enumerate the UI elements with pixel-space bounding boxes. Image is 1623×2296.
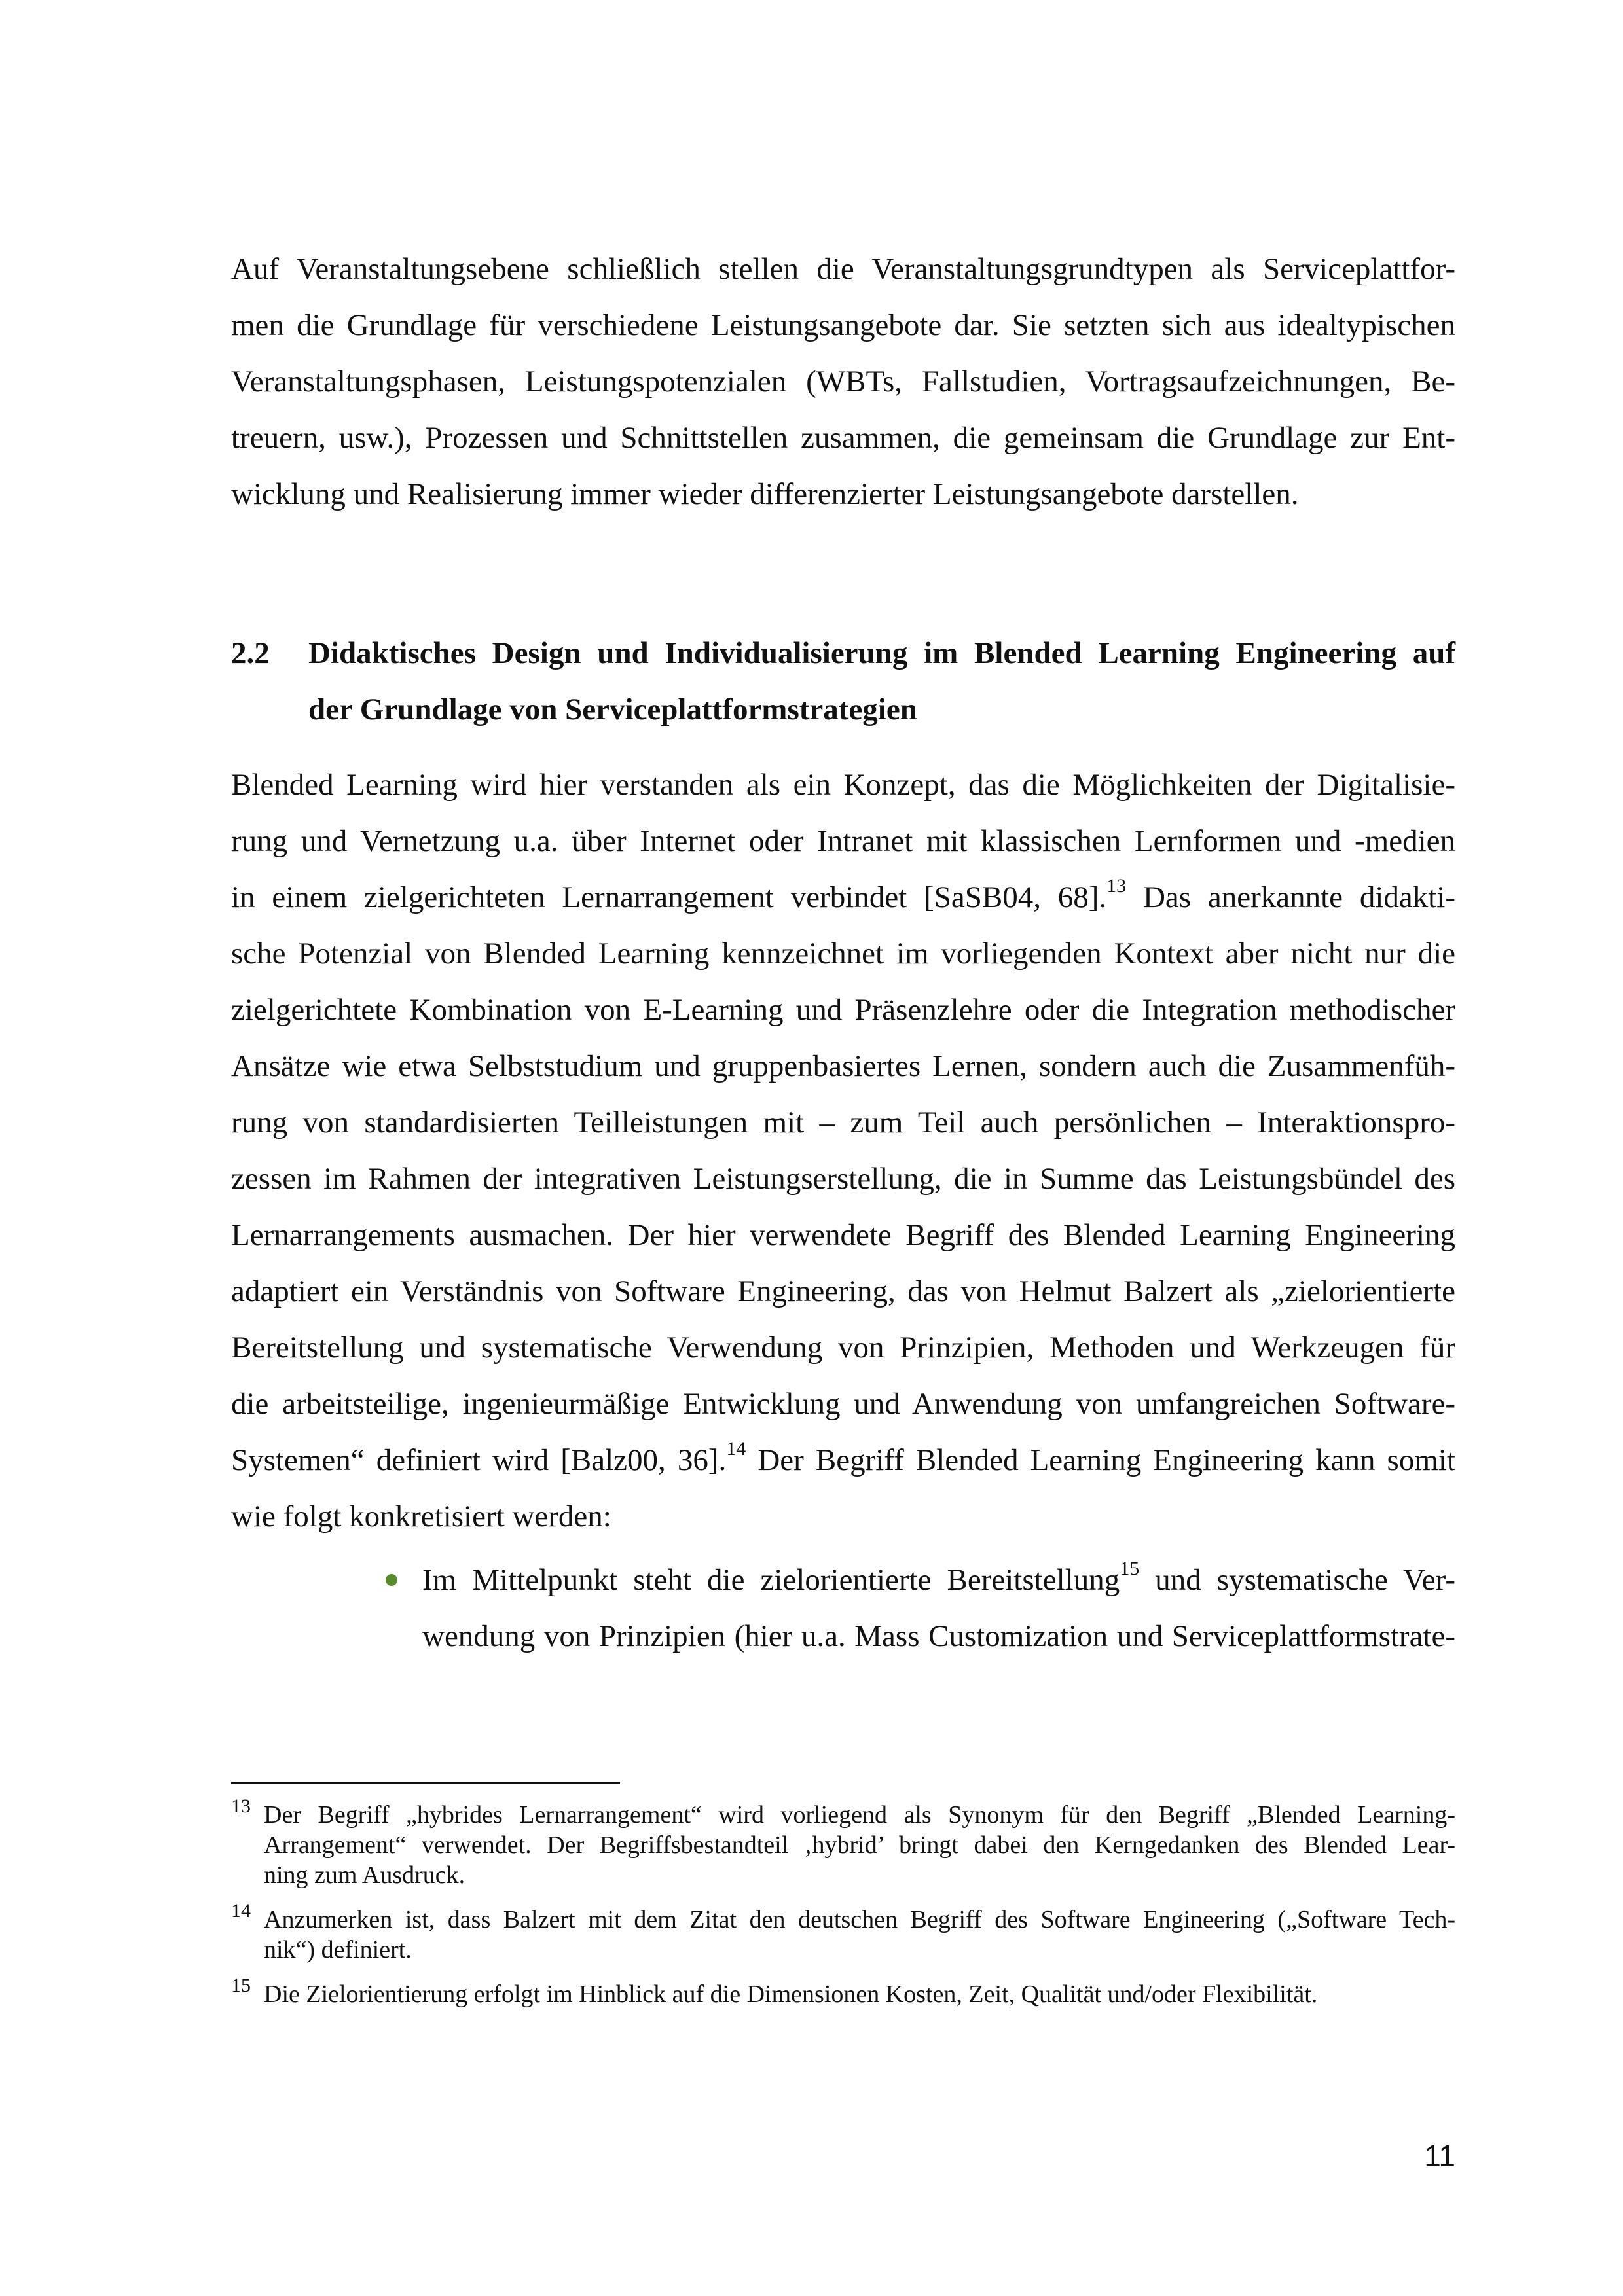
- footnote-line: ning zum Ausdruck.: [264, 1861, 465, 1889]
- footnote-number: 14: [231, 1900, 251, 1922]
- paragraph-veranstaltungsebene: [231, 241, 1455, 522]
- bullet-line: wendung von Prinzipien (hier u.a. Mass Customization und Serviceplattformstrate-: [422, 1619, 1455, 1653]
- paragraph-line: treuern, usw.), Prozessen und Schnittstellen zusammen, die gemeinsam die Grundlage zur Ent-: [231, 421, 1455, 455]
- paragraph-line: men die Grundlage für verschiedene Leistungsangebote dar. Sie setzten sich aus idealtypischen: [231, 308, 1455, 342]
- footnotes: [231, 1795, 1455, 2024]
- section-title: [308, 625, 1455, 738]
- paragraph-line: wie folgt konkretisiert werden:: [231, 1499, 611, 1534]
- footnote-number: 13: [231, 1795, 251, 1817]
- bullet-list-item: [422, 1552, 1455, 1664]
- text-segment: Der Begriff Blended Learning Engineering kann somit: [746, 1443, 1455, 1477]
- footnote-body: [264, 1800, 1455, 1890]
- paragraph-line: zessen im Rahmen der integrativen Leistungserstellung, die in Summe das Leistungsbündel des: [231, 1162, 1455, 1196]
- paragraph-blended-learning: [231, 757, 1455, 1545]
- paragraph-line: sche Potenzial von Blended Learning kennzeichnet im vorliegenden Kontext aber nicht nur die: [231, 937, 1455, 971]
- paragraph-line: adaptiert ein Verständnis von Software Engineering, das von Helmut Balzert als „zielorientierte: [231, 1274, 1455, 1308]
- paragraph-line: Auf Veranstaltungsebene schließlich stellen die Veranstaltungsgrundtypen als Serviceplattfor-: [231, 252, 1455, 286]
- text-segment: in einem zielgerichteten Lernarrangement verbindet [SaSB04, 68].: [231, 880, 1107, 914]
- paragraph-line: zielgerichtete Kombination von E-Learning und Präsenzlehre oder die Integration methodischer: [231, 993, 1455, 1027]
- page-number: 11: [1424, 2139, 1455, 2173]
- footnote-reference-14: 14: [726, 1438, 746, 1460]
- paragraph-line: [231, 869, 1455, 925]
- footnote-body: [264, 1979, 1455, 2009]
- paragraph-line: Lernarrangements ausmachen. Der hier verwendete Begriff des Blended Learning Engineering: [231, 1218, 1455, 1252]
- footnote-reference-13: 13: [1106, 875, 1127, 897]
- paragraph-line: wicklung und Realisierung immer wieder differenzierter Leistungsangebote darstellen.: [231, 477, 1299, 511]
- footnote-line: Der Begriff „hybrides Lernarrangement“ wird vorliegend als Synonym für den Begriff „Blended Learning-: [264, 1801, 1455, 1829]
- bullet-line: [422, 1552, 1455, 1608]
- paragraph-line: Blended Learning wird hier verstanden als ein Konzept, das die Möglichkeiten der Digitalisie-: [231, 768, 1455, 802]
- footnote-line: Arrangement“ verwendet. Der Begriffsbestandteil ‚hybrid’ bringt dabei den Kerngedanken des Blended Lear-: [264, 1831, 1455, 1859]
- section-number: 2.2: [231, 636, 270, 670]
- footnote-15: [231, 1975, 1455, 2009]
- paragraph-line: rung von standardisierten Teilleistungen mit – zum Teil auch persönlichen – Interaktionspro-: [231, 1105, 1455, 1139]
- footnote-line: Anzumerken ist, dass Balzert mit dem Zitat den deutschen Begriff des Software Engineering („Software Tech-: [264, 1906, 1455, 1933]
- paragraph-line: rung und Vernetzung u.a. über Internet oder Intranet mit klassischen Lernformen und -medien: [231, 824, 1455, 858]
- footnote-13: [231, 1795, 1455, 1890]
- section-title-line: der Grundlage von Serviceplattformstrategien: [308, 692, 917, 726]
- footnote-reference-15: 15: [1120, 1558, 1140, 1580]
- text-segment: Systemen“ definiert wird [Balz00, 36].: [231, 1443, 727, 1477]
- paragraph-line: Ansätze wie etwa Selbststudium und gruppenbasiertes Lernen, sondern auch die Zusammenfüh-: [231, 1049, 1455, 1083]
- bullet-icon: [386, 1574, 397, 1586]
- footnote-body: [264, 1905, 1455, 1965]
- text-segment: und systematische Ver-: [1139, 1563, 1455, 1597]
- paragraph-line: [231, 1432, 1455, 1488]
- footnote-separator: [231, 1782, 620, 1784]
- footnote-line: Die Zielorientierung erfolgt im Hinblick auf die Dimensionen Kosten, Zeit, Qualität und/oder Flexibilität.: [264, 1981, 1318, 2008]
- text-segment: Im Mittelpunkt steht die zielorientierte Bereitstellung: [422, 1563, 1120, 1597]
- paragraph-line: Veranstaltungsphasen, Leistungspotenzialen (WBTs, Fallstudien, Vortragsaufzeichnungen, Be-: [231, 365, 1455, 399]
- footnote-line: nik“) definiert.: [264, 1936, 412, 1964]
- text-segment: Das anerkannte didakti-: [1126, 880, 1456, 914]
- paragraph-line: Bereitstellung und systematische Verwendung von Prinzipien, Methoden und Werkzeugen für: [231, 1331, 1455, 1365]
- section-title-line: Didaktisches Design und Individualisierung im Blended Learning Engineering auf: [308, 636, 1455, 670]
- footnote-14: [231, 1900, 1455, 1965]
- paragraph-line: die arbeitsteilige, ingenieurmäßige Entwicklung und Anwendung von umfangreichen Software-: [231, 1387, 1455, 1421]
- footnote-number: 15: [231, 1975, 251, 1996]
